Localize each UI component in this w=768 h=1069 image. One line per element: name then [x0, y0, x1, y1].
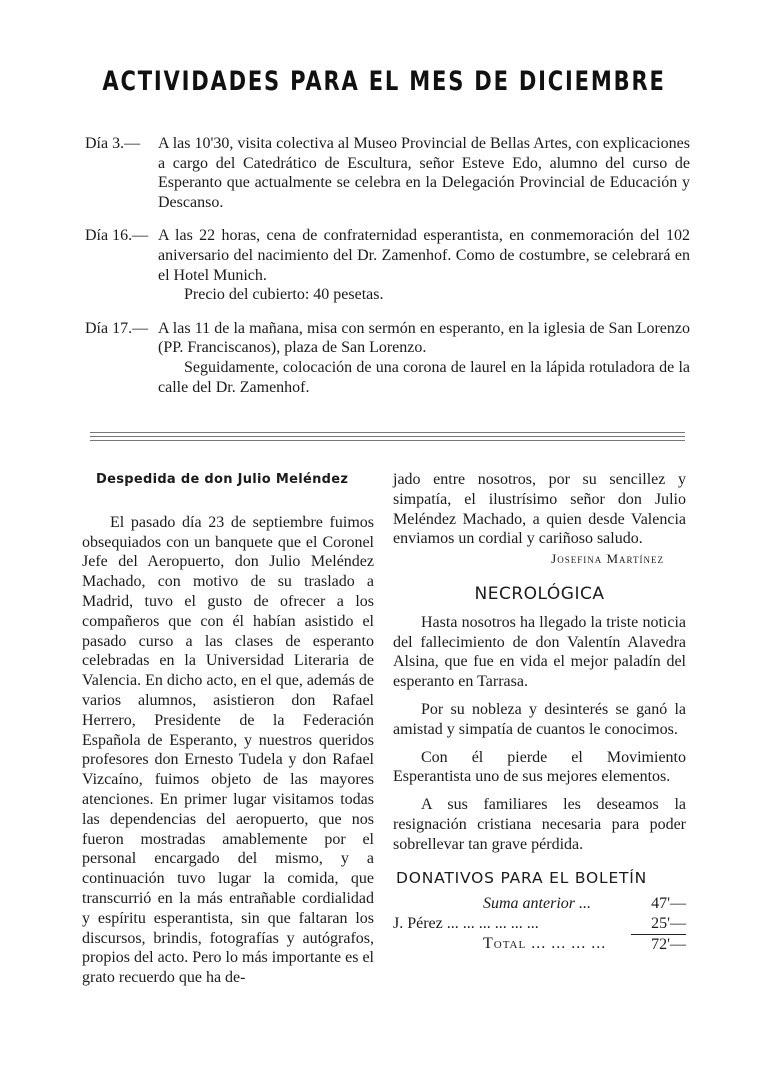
entry-paragraph: Precio del cubierto: 40 pesetas. [184, 286, 384, 304]
farewell-heading: Despedida de don Julio Meléndez [96, 472, 349, 487]
divider-line [90, 432, 685, 433]
farewell-text: El pasado día 23 de septiembre fuimos obsequiados con un banquete que el Coronel Jefe del Aeropuerto, don Julio Meléndez Machado, con motivo de su traslado a Madrid, tuvo el gusto de ofrecer a los compañeros que con él habían asistido el pasado curso a las clases de esperanto celebradas en la Universidad Literaria de Valencia. En dicho acto, en el que, además de varios alumnos, asistieron don Rafael Herrero, Presidente de la Federación Española de Esperanto, y nuestros queridos profesores don Ernesto Tudela y don Rafael Vizcaíno, fuimos objeto de las mayores atenciones. En primer lugar visitamos todas las dependencias del aeropuerto, que nos fueron mostradas amablemente por el personal encargado del mismo, y a continuación tuvo lugar la comida, que transcurrió en la más entrañable cordialidad y espíritu esperantista, sin que faltaran los discursos, brindis, fotografías y autógrafos, propios del acto. Pero lo más importante es el grato recuerdo que ha de- [82, 513, 374, 987]
divider-line [90, 436, 685, 437]
necrology-paragraph: Por su nobleza y desinterés se ganó la amistad y simpatía de cuantos le conocimos. [393, 700, 686, 738]
necrology-paragraph: A sus familiares les deseamos la resignación cristiana necesaria para poder sobrellevar tan grave pérdida. [393, 796, 686, 853]
donation-total-row [393, 934, 686, 955]
necrology-paragraph: Con él pierde el Movimiento Esperantista uno de sus mejores elementos. [393, 748, 686, 786]
entry-day: Día 16.— [85, 227, 149, 245]
necrology-paragraph: Hasta nosotros ha llegado la triste noticia del fallecimiento de don Valentín Alavedra Alsina, que fue en vida el mejor paladín del esperanto en Tarrasa. [393, 613, 686, 691]
donation-amount: 25'— [651, 915, 686, 933]
necrology-section [393, 585, 686, 855]
page-title: ACTIVIDADES PARA EL MES DE DICIEMBRE [102, 66, 666, 97]
necrology-heading: NECROLÓGICA [474, 583, 605, 604]
author-signature: Josefina Martínez [551, 551, 664, 567]
donation-total-amount: 72'— [631, 934, 686, 955]
entry-paragraph: A las 11 de la mañana, misa con sermón en esperanto, en la iglesia de San Lorenzo (PP. Franciscanos), plaza de San Lorenzo. [158, 319, 690, 357]
donation-amount: 47'— [651, 895, 686, 913]
entry-text [158, 134, 690, 212]
donation-row [393, 914, 686, 934]
donation-row [393, 894, 686, 914]
entry-text [158, 226, 690, 304]
schedule-entry [85, 134, 690, 212]
entry-text [158, 319, 690, 397]
donations-heading: DONATIVOS PARA EL BOLETÍN [396, 868, 648, 887]
entry-paragraph: A las 22 horas, cena de confraternidad esperantista, en conmemoración del 102 aniversario del nacimiento del Dr. Zamenhof. Como de costumbre, se celebrará en el Hotel Munich. [158, 227, 690, 284]
entry-paragraph: A las 10'30, visita colectiva al Museo Provincial de Bellas Artes, con explicaciones a cargo del Catedrático de Escultura, señor Esteve Edo, alumno del curso de Esperanto que actualmente se celebra en la Delegación Provincial de Educación y Descanso. [158, 135, 690, 211]
entry-paragraph: Seguidamente, colocación de una corona de laurel en la lápida rotuladora de la calle del Dr. Zamenhof. [158, 358, 690, 396]
donation-label: J. Pérez ... ... ... ... ... ... [393, 915, 539, 933]
activity-schedule [85, 134, 690, 411]
farewell-text-continued: jado entre nosotros, por su sencillez y simpatía, el ilustrísimo señor don Julio Meléndez Machado, a quien desde Valencia enviamos un cordial y cariñoso saludo. [393, 471, 686, 548]
entry-day: Día 17.— [85, 319, 149, 337]
entry-day: Día 3.— [85, 135, 141, 152]
divider-line [90, 440, 685, 441]
donation-label: Suma anterior ... [483, 895, 591, 913]
schedule-entry [85, 319, 690, 397]
donations-section [393, 869, 686, 956]
schedule-entry [85, 226, 690, 304]
left-column [82, 470, 374, 988]
donation-total-label: Total ... ... ... ... [483, 935, 607, 953]
right-column [393, 470, 686, 955]
